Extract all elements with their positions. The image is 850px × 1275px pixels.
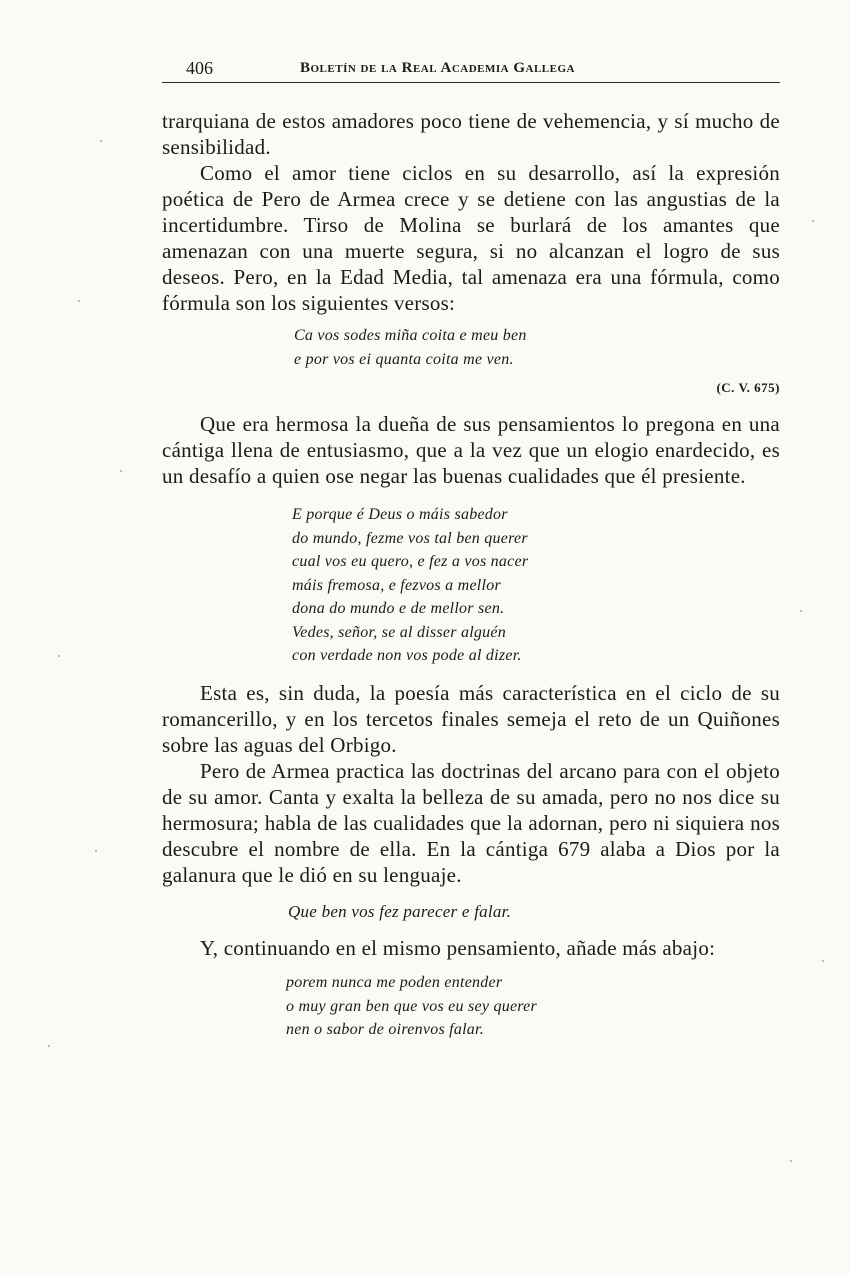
paragraph: Y, continuando en el mismo pensamiento, añade más abajo: (200, 936, 716, 960)
print-speck (790, 1160, 792, 1162)
verse-line: nen o sabor de oirenvos falar. (286, 1021, 485, 1038)
verse-line: porem nunca me poden entender (286, 974, 503, 991)
verse-line: e por vos ei quanta coita me ven. (294, 350, 514, 368)
print-speck (48, 1045, 50, 1047)
verse-line: Ca vos sodes miña coita e meu ben (294, 327, 527, 344)
print-speck (812, 220, 814, 222)
verse-line: cual vos eu quero, e fez a vos nacer (292, 553, 529, 570)
paragraph: Esta es, sin duda, la poesía más característica en el ciclo de su romancerillo, y en los tercetos finales semeja el reto de un Quiñones sobre las aguas del Orbigo. (162, 680, 780, 757)
paragraph: Que era hermosa la dueña de sus pensamientos lo pregona en una cántiga llena de entusiasmo, que a la vez que un elogio enardecido, es un desafío a quien ose negar las buenas cualidades que él presiente. (162, 412, 780, 488)
verse-quote (286, 971, 780, 1042)
paragraph: Pero de Armea practica las doctrinas del arcano para con el objeto de su amor. Canta y exalta la belleza de su amada, pero no nos dice su hermosura; habla de las cualidades que la adornan, pero ni siquiera nos descubre el nombre de ella. En la cántiga 679 alaba a Dios por la galanura que le dió en su lenguaje. (162, 758, 780, 887)
verse-line: do mundo, fezme vos tal ben querer (292, 529, 528, 547)
running-title: Boletín de la Real Academia Gallega (300, 60, 575, 76)
page-number: 406 (186, 58, 213, 78)
paragraph: Como el amor tiene ciclos en su desarrollo, así la expresión poética de Pero de Armea crece y se detiene con las angustias de la incertidumbre. Tirso de Molina se burlará de los amantes que amenazan con una muerte segura, si no alcanzan el logro de sus deseos. Pero, en la Edad Media, tal amenaza era una fórmula, como fórmula son los siguientes versos: (162, 161, 780, 315)
verse-line: con verdade non vos pode al dizer. (292, 647, 522, 664)
verse-quote (294, 324, 780, 371)
print-speck (822, 960, 824, 962)
print-speck (800, 610, 802, 612)
print-speck (95, 850, 97, 852)
print-speck (58, 655, 60, 657)
verse-line: E porque é Deus o máis sabedor (292, 506, 508, 523)
print-speck (120, 470, 122, 472)
verse-quote (288, 900, 780, 924)
paragraph: trarquiana de estos amadores poco tiene de vehemencia, y sí mucho de sensibilidad. (162, 109, 780, 159)
verse-line: dona do mundo e de mellor sen. (292, 600, 505, 617)
print-speck (78, 300, 80, 302)
verse-line: Vedes, señor, se al disser alguén (292, 623, 507, 641)
page-body (162, 108, 780, 1042)
verse-quote (292, 503, 780, 668)
verse-line: o muy gran ben que vos eu sey querer (286, 997, 538, 1015)
print-speck (100, 140, 102, 142)
citation: (C. V. 675) (716, 380, 780, 395)
verse-line: máis fremosa, e fezvos a mellor (292, 576, 501, 594)
verse-line: Que ben vos fez parecer e falar. (288, 901, 512, 921)
page-header (162, 56, 780, 83)
